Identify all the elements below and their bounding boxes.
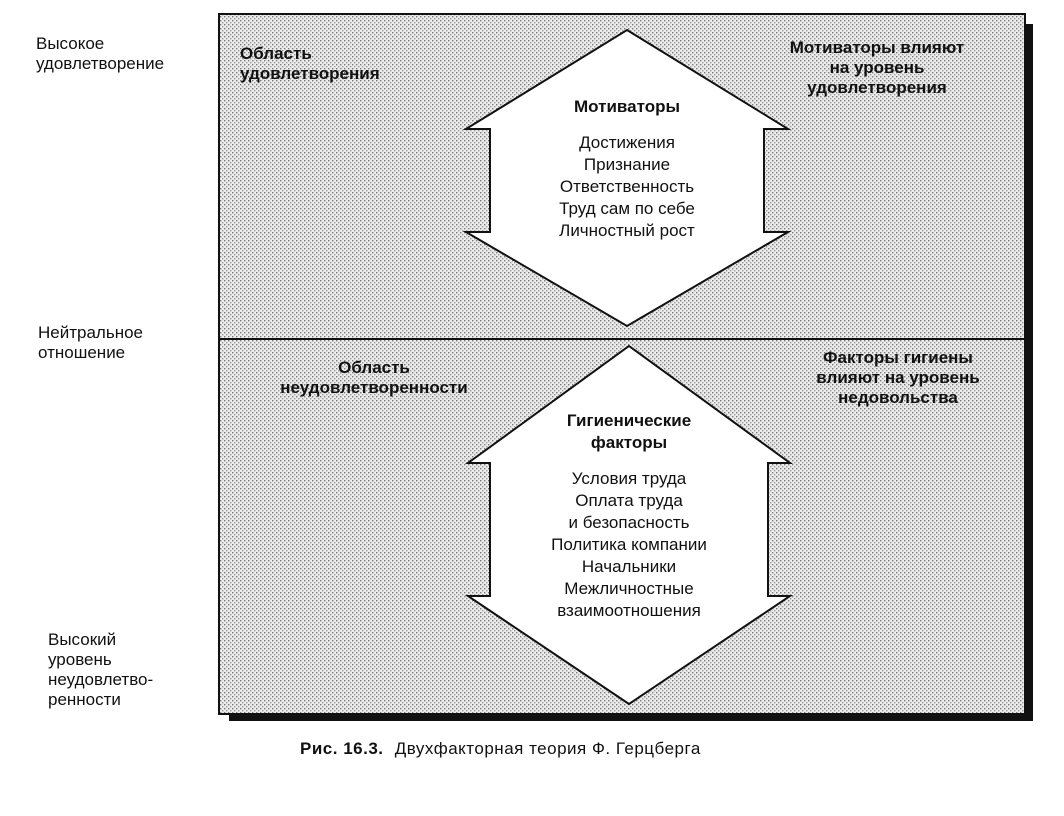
hygiene-item: взаимоотношения: [557, 601, 701, 620]
scale-label-neutral: Нейтральное отношение: [38, 323, 143, 362]
motivator-item: Достижения: [579, 133, 675, 152]
satisfaction-area-title: Область удовлетворения: [240, 44, 380, 83]
figure-label: Рис. 16.3.: [300, 739, 384, 758]
hygiene-title: Гигиенические факторы: [566, 411, 692, 452]
motivator-item: Труд сам по себе: [559, 199, 695, 218]
hygiene-item: Межличностные: [564, 579, 694, 598]
motivator-item: Признание: [583, 155, 671, 174]
scale-label-high-satisfaction: Высокое удовлетворение: [36, 34, 165, 73]
hygiene-influence-text: Факторы гигиены влияют на уровень недовольства: [816, 348, 980, 407]
figure-caption-text: Двухфакторная теория Ф. Герцберга: [394, 739, 701, 758]
hygiene-item: Начальники: [581, 557, 677, 576]
motivators-content: [517, 96, 737, 242]
hygiene-item: Политика компании: [551, 535, 707, 554]
hygiene-content: [509, 410, 749, 622]
motivators-influence-text: Мотиваторы влияют на уровень удовлетворения: [789, 38, 965, 97]
figure-caption: [300, 739, 701, 759]
motivator-item: Личностный рост: [559, 221, 695, 240]
hygiene-item: Условия труда: [571, 469, 687, 488]
hygiene-item: Оплата труда: [575, 491, 683, 510]
dissatisfaction-area-title: Область неудовлетворенности: [280, 358, 468, 397]
motivators-title: Мотиваторы: [574, 97, 680, 116]
scale-label-high-dissatisfaction: Высокий уровень неудовлетво- ренности: [48, 630, 154, 709]
hygiene-item: и безопасность: [568, 513, 690, 532]
motivator-item: Ответственность: [559, 177, 695, 196]
